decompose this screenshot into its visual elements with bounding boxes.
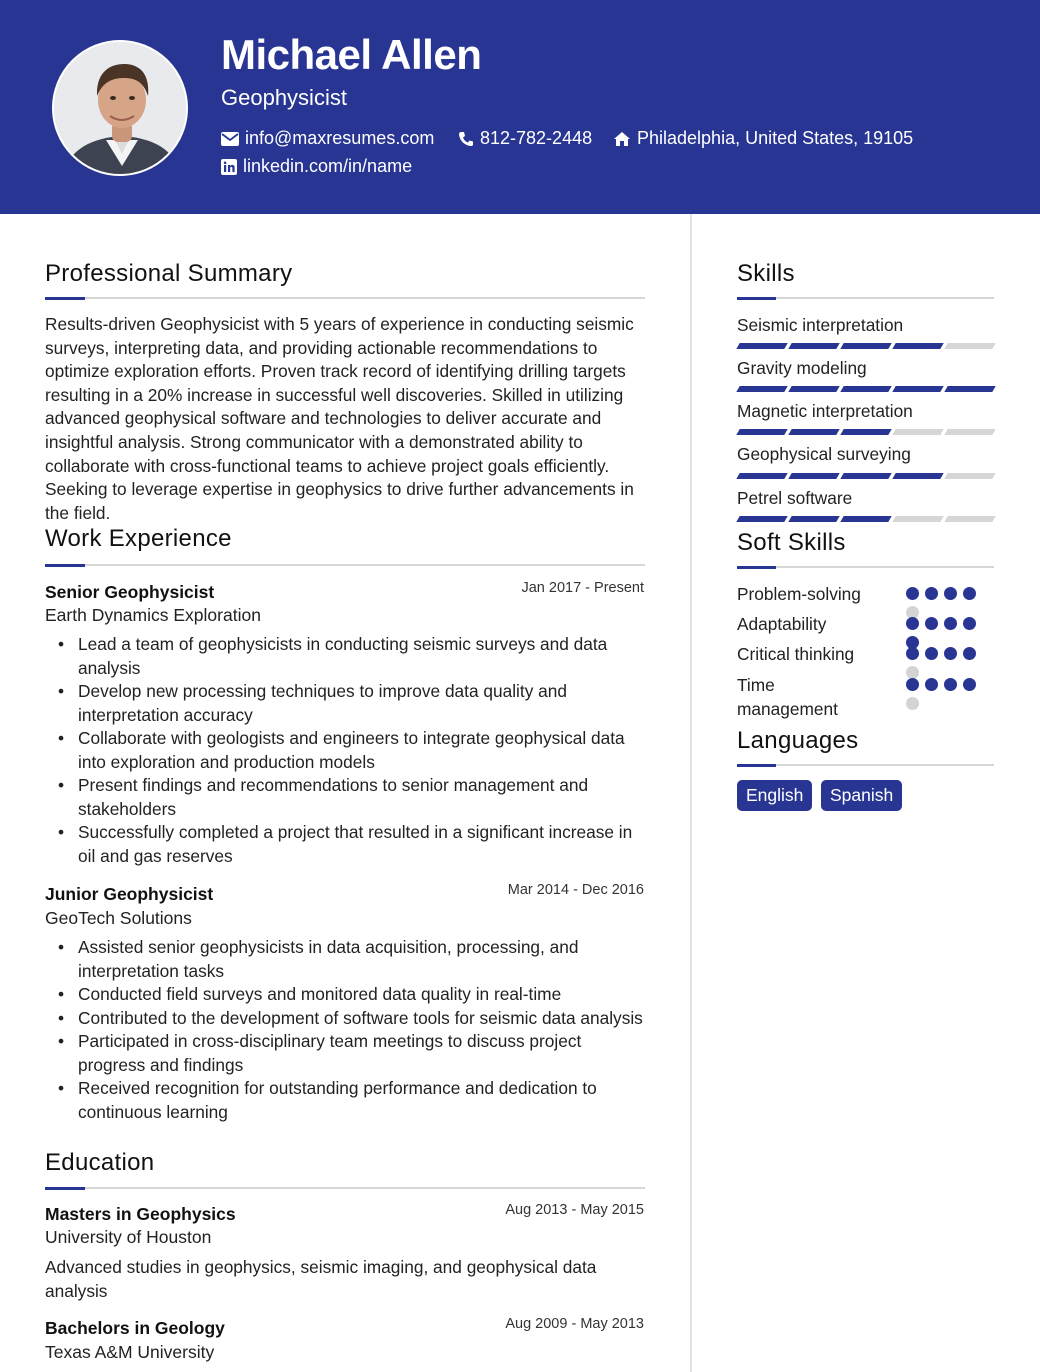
- job-dates: Jan 2017 - Present: [521, 580, 644, 596]
- languages-heading: Languages: [737, 727, 859, 754]
- resume-header: [0, 0, 1040, 214]
- home-icon: [613, 131, 631, 147]
- rating-dot: [963, 647, 976, 660]
- skill-level-segment: [840, 516, 891, 522]
- envelope-icon: [221, 132, 239, 146]
- soft-skill-name: Critical thinking: [737, 644, 855, 664]
- skill-level-bar: [738, 343, 994, 349]
- soft-skills-rule-accent: [737, 566, 776, 569]
- skill-level-segment: [788, 343, 839, 349]
- rating-dot: [906, 587, 919, 600]
- skill-level-bar: [738, 429, 994, 435]
- linkedin-text: linkedin.com/in/name: [243, 156, 413, 176]
- job-company: GeoTech Solutions: [45, 908, 192, 928]
- rating-dot: [963, 587, 976, 600]
- skill-level-bar: [738, 473, 994, 479]
- column-divider: [690, 214, 692, 1372]
- list-item: • Present findings and recommendations to senior management and stakeholders: [45, 774, 650, 821]
- skill-level-segment: [892, 343, 943, 349]
- skill-level-segment: [840, 386, 891, 392]
- skill-level-segment: [944, 343, 995, 349]
- education-rule-accent: [45, 1187, 85, 1190]
- skill-level-segment: [840, 343, 891, 349]
- skill-level-segment: [736, 343, 787, 349]
- skill-name: Magnetic interpretation: [737, 401, 913, 421]
- degree-title: Bachelors in Geology: [45, 1318, 225, 1338]
- skill-level-segment: [788, 429, 839, 435]
- rating-dot: [963, 678, 976, 691]
- contact-phone[interactable]: [458, 128, 592, 149]
- rating-dot: [944, 587, 957, 600]
- list-item: • Lead a team of geophysicists in conducting seismic surveys and data analysis: [45, 633, 650, 680]
- rating-dot: [925, 587, 938, 600]
- school-name: University of Houston: [45, 1227, 212, 1247]
- email-text: info@maxresumes.com: [245, 128, 435, 148]
- skill-level-segment: [892, 473, 943, 479]
- skill-name: Seismic interpretation: [737, 315, 904, 335]
- phone-icon: [458, 131, 474, 147]
- phone-text: 812-782-2448: [480, 128, 593, 148]
- list-item: • Conducted field surveys and monitored data quality in real-time: [45, 983, 650, 1007]
- soft-skill-name: Problem-solving: [737, 584, 861, 604]
- skill-level-segment: [788, 473, 839, 479]
- school-name: Texas A&M University: [45, 1342, 215, 1362]
- education-rule: [45, 1187, 645, 1189]
- experience-heading: Work Experience: [45, 525, 232, 552]
- rating-dot: [944, 678, 957, 691]
- skill-level-segment: [944, 386, 995, 392]
- job-dates: Mar 2014 - Dec 2016: [507, 882, 644, 898]
- soft-skill-name: Time management: [737, 675, 838, 719]
- contact-linkedin[interactable]: [221, 156, 412, 177]
- location-text: Philadelphia, United States, 19105: [637, 128, 914, 148]
- summary-heading: Professional Summary: [45, 260, 293, 287]
- skill-name: Geophysical surveying: [737, 444, 911, 464]
- language-badge: English: [737, 780, 812, 811]
- skill-level-bar: [738, 516, 994, 522]
- list-item: • Assisted senior geophysicists in data acquisition, processing, and interpretation tasks: [45, 936, 650, 983]
- experience-rule-accent: [45, 564, 85, 567]
- job-title: Senior Geophysicist: [45, 582, 215, 602]
- linkedin-icon: [221, 159, 237, 175]
- soft-skill-dots: [906, 587, 978, 619]
- list-item: • Participated in cross-disciplinary team meetings to discuss project progress and findings: [45, 1030, 650, 1077]
- soft-skill-name: Adaptability: [737, 614, 827, 634]
- skill-level-bar: [738, 386, 994, 392]
- rating-dot: [944, 647, 957, 660]
- skill-level-segment: [788, 386, 839, 392]
- rating-dot: [906, 697, 919, 710]
- soft-skill-dots: [906, 678, 978, 710]
- skill-level-segment: [736, 386, 787, 392]
- skill-level-segment: [944, 429, 995, 435]
- soft-skill-dots: [906, 647, 978, 679]
- contact-email[interactable]: [221, 128, 434, 149]
- soft-skills-heading: Soft Skills: [737, 529, 846, 556]
- job-title: Junior Geophysicist: [45, 884, 214, 904]
- list-item: • Received recognition for outstanding performance and dedication to continuous learning: [45, 1077, 650, 1124]
- candidate-name: Michael Allen: [221, 31, 482, 78]
- rating-dot: [925, 647, 938, 660]
- degree-dates: Aug 2013 - May 2015: [505, 1202, 644, 1218]
- degree-title: Masters in Geophysics: [45, 1204, 236, 1224]
- skill-name: Petrel software: [737, 488, 853, 508]
- job-bullets: [45, 936, 650, 1124]
- soft-skill-dots: [906, 617, 978, 649]
- degree-dates: Aug 2009 - May 2013: [505, 1316, 644, 1332]
- rating-dot: [963, 617, 976, 630]
- skill-level-segment: [892, 516, 943, 522]
- rating-dot: [944, 617, 957, 630]
- skills-heading: Skills: [737, 260, 795, 287]
- degree-description: Advanced studies in geophysics, seismic imaging, and geophysical data analysis: [45, 1257, 597, 1301]
- languages-rule-accent: [737, 764, 776, 767]
- list-item: • Collaborate with geologists and engineers to integrate geophysical data into exploration and production models: [45, 727, 650, 774]
- skill-level-segment: [788, 516, 839, 522]
- skill-level-segment: [736, 473, 787, 479]
- skill-level-segment: [736, 516, 787, 522]
- skill-level-segment: [944, 516, 995, 522]
- job-bullets: [45, 633, 650, 868]
- contact-location: [613, 128, 913, 149]
- list-item: • Contributed to the development of software tools for seismic data analysis: [45, 1007, 650, 1031]
- skill-level-segment: [840, 429, 891, 435]
- skill-level-segment: [892, 386, 943, 392]
- skill-level-segment: [892, 429, 943, 435]
- skill-level-segment: [840, 473, 891, 479]
- experience-rule: [45, 564, 645, 566]
- education-heading: Education: [45, 1149, 155, 1176]
- summary-rule: [45, 297, 645, 299]
- skills-rule-accent: [737, 297, 776, 300]
- candidate-title: Geophysicist: [221, 85, 347, 110]
- skill-level-segment: [944, 473, 995, 479]
- summary-text: Results-driven Geophysicist with 5 years of experience in conducting seismic surveys, interpreting data, and providing actionable recommendations to optimize exploration efforts. Proven track record of identifying drilling targets resulting in a 20% increase in successful well discoveries. Skilled in utilizing advanced geophysical software and technologies to deliver accurate and insightful analysis. Strong communicator with a demonstrated ability to collaborate with cross-functional teams to achieve project goals efficiently. Seeking to leverage expertise in geophysics to drive further advancements in the field.: [45, 314, 634, 523]
- language-badge: Spanish: [821, 780, 902, 811]
- list-item: • Develop new processing techniques to improve data quality and interpretation accuracy: [45, 680, 650, 727]
- list-item: • Successfully completed a project that resulted in a significant increase in oil and gas reserves: [45, 821, 650, 868]
- skill-name: Gravity modeling: [737, 358, 867, 378]
- rating-dot: [925, 617, 938, 630]
- profile-photo: [52, 40, 188, 176]
- rating-dot: [906, 617, 919, 630]
- job-company: Earth Dynamics Exploration: [45, 605, 261, 625]
- summary-rule-accent: [45, 297, 85, 300]
- skill-level-segment: [736, 429, 787, 435]
- rating-dot: [925, 678, 938, 691]
- rating-dot: [906, 678, 919, 691]
- rating-dot: [906, 647, 919, 660]
